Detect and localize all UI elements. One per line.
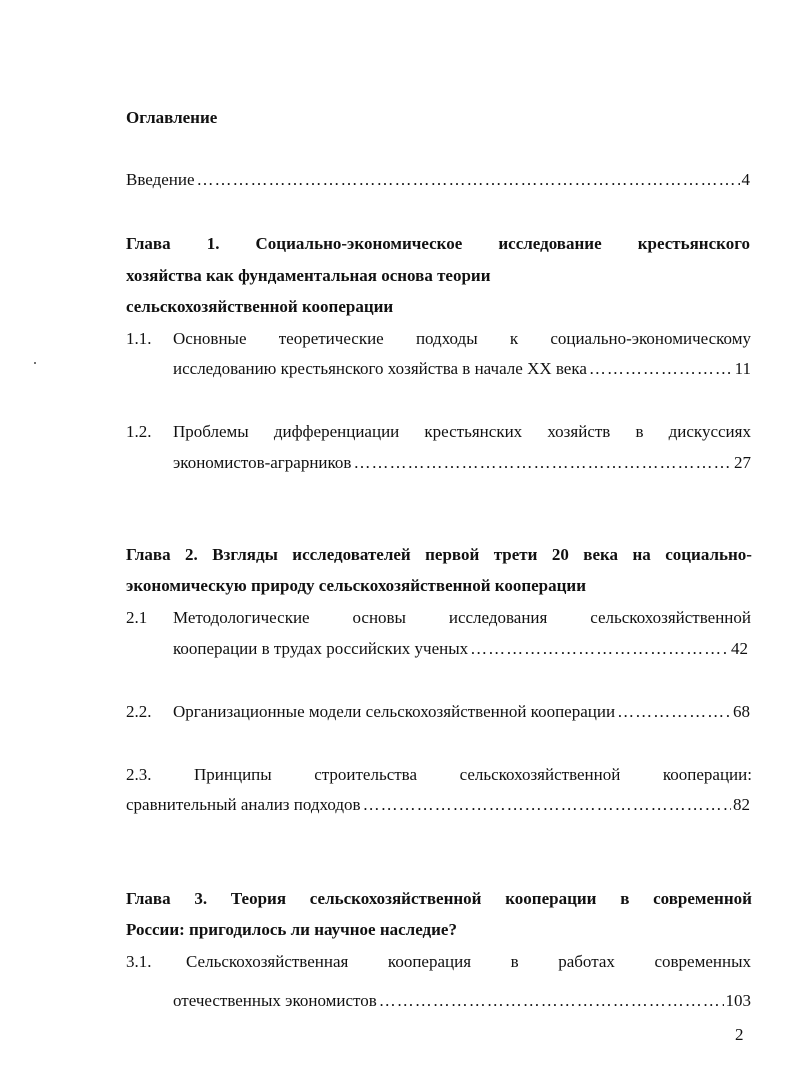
leader-dots (379, 991, 724, 1011)
word: 1. (206, 234, 220, 253)
leader-dots (363, 795, 731, 815)
toc-entry-page: 27 (734, 453, 751, 472)
toc-entry-label: исследованию крестьянского хозяйства в начале XX века (173, 359, 587, 378)
word: Глава (126, 234, 171, 253)
page-number: 2 (735, 1025, 744, 1044)
word: исследователей (292, 545, 411, 564)
word: трети (493, 545, 538, 564)
toc-entry-label: Организационные модели сельскохозяйственной кооперации (173, 702, 616, 721)
toc-entry-intro[interactable] (126, 170, 750, 190)
word: дискуссиях (668, 422, 751, 441)
section-number: 2.1 (126, 608, 148, 627)
word: сельскохозяйственной (309, 889, 482, 908)
word: современной (653, 889, 752, 908)
toc-entry-page: 42 (731, 639, 748, 658)
word: дифференциации (273, 422, 400, 441)
toc-entry-label: кооперации в трудах российских ученых (173, 639, 469, 658)
word: исследования (448, 608, 548, 627)
word: социально- (665, 545, 752, 564)
section-1-1-line1[interactable] (173, 329, 751, 349)
section-2-2-line[interactable] (173, 702, 750, 722)
section-1-2-line2[interactable] (173, 453, 751, 473)
word: на (632, 545, 651, 564)
leader-dots (353, 453, 732, 473)
word: сельскохозяйственной (459, 765, 621, 784)
toc-entry-page: 103 (725, 991, 751, 1010)
leader-dots (589, 359, 733, 379)
toc-entry-label: отечественных экономистов (173, 991, 377, 1010)
section-1-1-line2[interactable] (173, 359, 751, 379)
toc-entry-page: 11 (734, 359, 751, 378)
word: к (509, 329, 519, 348)
section-3-1-line2[interactable] (173, 991, 751, 1011)
word: теоретические (278, 329, 384, 348)
word: первой (425, 545, 480, 564)
toc-entry-page: 4 (741, 170, 750, 189)
word: века (583, 545, 619, 564)
section-3-1-line1[interactable] (186, 952, 751, 972)
chapter-3-heading-line2: России: пригодилось ли научное наследие? (126, 920, 457, 939)
word: подходы (415, 329, 478, 348)
word: Социально-экономическое (255, 234, 463, 253)
toc-entry-label: экономистов-аграрников (173, 453, 352, 472)
word: основы (352, 608, 406, 627)
section-1-2-line1[interactable] (173, 422, 751, 442)
word: Проблемы (173, 422, 249, 441)
section-number: 1.2. (126, 422, 152, 441)
word: Глава (126, 889, 171, 908)
leader-dots (617, 702, 731, 722)
chapter-2-heading-line1 (126, 545, 752, 565)
chapter-1-heading-line2: хозяйства как фундаментальная основа теории (126, 266, 491, 285)
word: работах (558, 952, 615, 971)
word: хозяйств (547, 422, 611, 441)
section-number: 2.3. (126, 765, 152, 784)
word: 20 (551, 545, 569, 564)
word: кооперации: (662, 765, 752, 784)
section-2-1-line1[interactable] (173, 608, 751, 628)
word: кооперация (387, 952, 472, 971)
word: кооперации (505, 889, 597, 908)
section-number: 2.2. (126, 702, 152, 721)
word: современных (654, 952, 751, 971)
section-2-1-line2[interactable] (173, 639, 748, 659)
word: Взгляды (212, 545, 278, 564)
toc-entry-page: 68 (733, 702, 750, 721)
chapter-1-heading-line1 (126, 234, 750, 254)
word: Сельскохозяйственная (186, 952, 349, 971)
word: Теория (230, 889, 287, 908)
leader-dots (470, 639, 729, 659)
leader-dots (197, 170, 740, 190)
word: строительства (314, 765, 418, 784)
word: Основные (173, 329, 247, 348)
word: в (635, 422, 644, 441)
word: крестьянских (424, 422, 523, 441)
section-number: 3.1. (126, 952, 152, 971)
scan-speck (34, 362, 36, 364)
word: 2. (185, 545, 198, 564)
word: сельскохозяйственной (590, 608, 751, 627)
word: 3. (194, 889, 208, 908)
word: в (620, 889, 630, 908)
chapter-1-heading-line3: сельскохозяйственной кооперации (126, 297, 394, 316)
section-2-3-line2[interactable] (126, 795, 750, 815)
chapter-2-heading-line2: экономическую природу сельскохозяйственной кооперации (126, 576, 587, 595)
word: в (510, 952, 519, 971)
word: крестьянского (637, 234, 750, 253)
toc-title: Оглавление (126, 108, 218, 127)
word: Методологические (173, 608, 310, 627)
word: Принципы (194, 765, 272, 784)
section-2-3-line1[interactable] (126, 765, 752, 785)
word: Глава (126, 545, 171, 564)
word: исследование (498, 234, 602, 253)
toc-entry-label: Введение (126, 170, 195, 189)
word: социально-экономическому (550, 329, 751, 348)
chapter-3-heading-line1 (126, 889, 752, 909)
section-number: 1.1. (126, 329, 152, 348)
toc-entry-page: 82 (733, 795, 750, 814)
toc-entry-label: сравнительный анализ подходов (126, 795, 361, 814)
